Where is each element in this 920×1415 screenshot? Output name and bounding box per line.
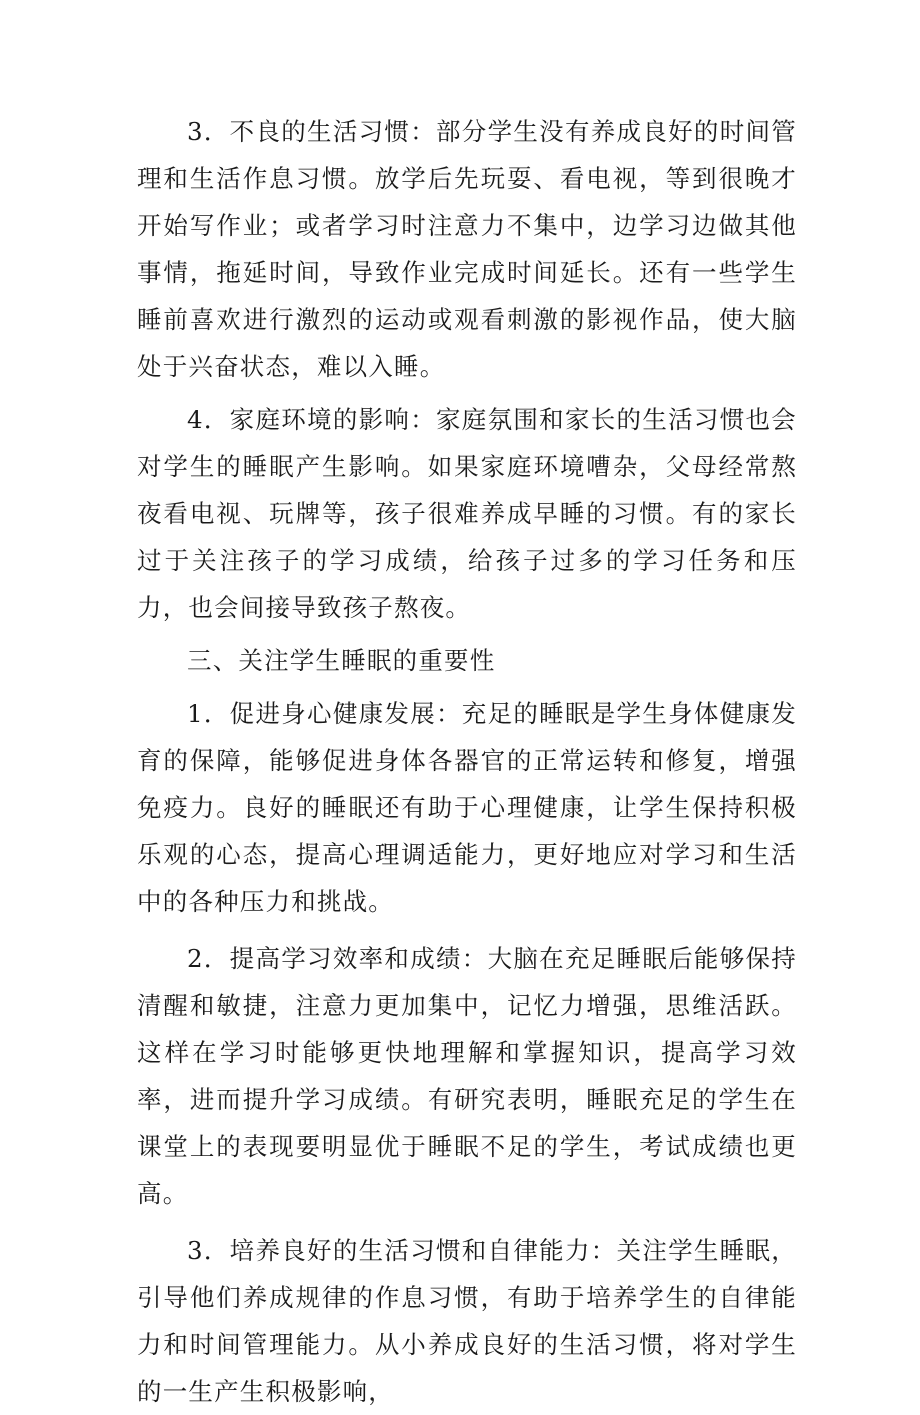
section-heading-importance: 三、关注学生睡眠的重要性 <box>187 646 496 675</box>
paragraph-self-discipline: 3．培养良好的生活习惯和自律能力：关注学生睡眠，引导他们养成规律的作息习惯，有助于培养学生的自律能力和时间管理能力。从小养成良好的生活习惯，将对学生的一生产生积极影响， <box>137 1236 797 1406</box>
paragraph-bad-habits: 3．不良的生活习惯：部分学生没有养成良好的时间管理和生活作息习惯。放学后先玩耍、看电视，等到很晚才开始写作业；或者学习时注意力不集中，边学习边做其他事情，拖延时间，导致作业完成时间延长。还有一些学生睡前喜欢进行激烈的运动或观看刺激的影视作品，使大脑处于兴奋状态，难以入睡。 <box>137 117 797 381</box>
paragraph-learning-efficiency: 2．提高学习效率和成绩：大脑在充足睡眠后能够保持清醒和敏捷，注意力更加集中，记忆力增强，思维活跃。这样在学习时能够更快地理解和掌握知识，提高学习效率，进而提升学习成绩。有研究表明，睡眠充足的学生在课堂上的表现要明显优于睡眠不足的学生，考试成绩也更高。 <box>137 944 797 1208</box>
document-body <box>137 108 797 1415</box>
paragraph-health-development: 1．促进身心健康发展：充足的睡眠是学生身体健康发育的保障，能够促进身体各器官的正常运转和修复，增强免疫力。良好的睡眠还有助于心理健康，让学生保持积极乐观的心态，提高心理调适能力，更好地应对学习和生活中的各种压力和挑战。 <box>137 699 797 916</box>
paragraph-family-environment: 4．家庭环境的影响：家庭氛围和家长的生活习惯也会对学生的睡眠产生影响。如果家庭环境嘈杂，父母经常熬夜看电视、玩牌等，孩子很难养成早睡的习惯。有的家长过于关注孩子的学习成绩，给孩子过多的学习任务和压力，也会间接导致孩子熬夜。 <box>137 405 797 622</box>
